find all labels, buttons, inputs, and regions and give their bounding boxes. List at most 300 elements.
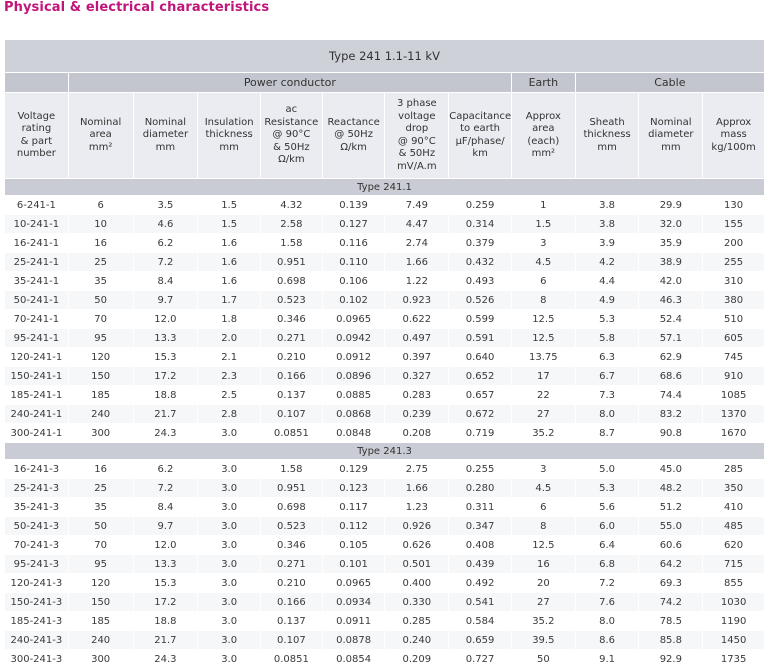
table-cell: 8.4 xyxy=(133,272,198,291)
table-cell: 5.3 xyxy=(575,310,639,329)
table-cell: 0.311 xyxy=(449,498,512,517)
table-cell: 12.5 xyxy=(511,329,575,348)
part-number-cell: 6-241-1 xyxy=(5,196,69,215)
table-cell: 42.0 xyxy=(639,272,703,291)
table-cell: 2.75 xyxy=(385,460,449,479)
table-cell: 12.5 xyxy=(511,536,575,555)
column-header: Voltage rating & part number xyxy=(5,93,69,179)
table-cell: 0.239 xyxy=(385,405,449,424)
table-cell: 0.926 xyxy=(385,517,449,536)
table-cell: 74.4 xyxy=(639,386,703,405)
table-cell: 0.0878 xyxy=(322,631,385,650)
table-row xyxy=(5,234,765,253)
table-body xyxy=(5,179,765,669)
part-number-cell: 120-241-3 xyxy=(5,574,69,593)
table-cell: 240 xyxy=(68,405,133,424)
table-row xyxy=(5,460,765,479)
table-cell: 3.0 xyxy=(198,574,261,593)
table-cell: 29.9 xyxy=(639,196,703,215)
table-row xyxy=(5,424,765,443)
table-row xyxy=(5,631,765,650)
table-cell: 6 xyxy=(511,498,575,517)
table-cell: 2.58 xyxy=(261,215,323,234)
table-cell: 4.5 xyxy=(511,253,575,272)
table-cell: 2.1 xyxy=(198,348,261,367)
table-cell: 21.7 xyxy=(133,405,198,424)
table-cell: 350 xyxy=(703,479,765,498)
table-cell: 6.8 xyxy=(575,555,639,574)
table-row xyxy=(5,555,765,574)
table-row xyxy=(5,498,765,517)
table-cell: 7.2 xyxy=(575,574,639,593)
table-cell: 16 xyxy=(68,460,133,479)
table-cell: 50 xyxy=(68,517,133,536)
table-row xyxy=(5,272,765,291)
table-cell: 8.0 xyxy=(575,405,639,424)
table-cell: 0.492 xyxy=(449,574,512,593)
section-row xyxy=(5,179,765,196)
table-cell: 0.541 xyxy=(449,593,512,612)
table-cell: 0.327 xyxy=(385,367,449,386)
section-row xyxy=(5,443,765,460)
table-cell: 0.123 xyxy=(322,479,385,498)
part-number-cell: 35-241-1 xyxy=(5,272,69,291)
table-row xyxy=(5,253,765,272)
table-cell: 3.0 xyxy=(198,631,261,650)
part-number-cell: 240-241-3 xyxy=(5,631,69,650)
table-cell: 1190 xyxy=(703,612,765,631)
table-cell: 1.5 xyxy=(198,215,261,234)
table-cell: 3.8 xyxy=(575,196,639,215)
table-cell: 380 xyxy=(703,291,765,310)
table-cell: 1.66 xyxy=(385,479,449,498)
table-cell: 0.0851 xyxy=(261,424,323,443)
table-cell: 1.58 xyxy=(261,460,323,479)
table-cell: 12.0 xyxy=(133,310,198,329)
table-cell: 1.58 xyxy=(261,234,323,253)
table-cell: 2.5 xyxy=(198,386,261,405)
table-row xyxy=(5,574,765,593)
table-cell: 0.314 xyxy=(449,215,512,234)
table-cell: 310 xyxy=(703,272,765,291)
table-cell: 0.397 xyxy=(385,348,449,367)
table-cell: 5.8 xyxy=(575,329,639,348)
table-cell: 0.0854 xyxy=(322,650,385,669)
table-cell: 92.9 xyxy=(639,650,703,669)
table-cell: 130 xyxy=(703,196,765,215)
table-cell: 0.439 xyxy=(449,555,512,574)
table-cell: 2.3 xyxy=(198,367,261,386)
table-cell: 21.7 xyxy=(133,631,198,650)
table-cell: 0.719 xyxy=(449,424,512,443)
table-cell: 0.107 xyxy=(261,631,323,650)
table-title: Type 241 1.1-11 kV xyxy=(5,40,765,73)
table-row xyxy=(5,348,765,367)
table-row xyxy=(5,367,765,386)
table-cell: 3.8 xyxy=(575,215,639,234)
table-cell: 2.74 xyxy=(385,234,449,253)
table-cell: 8.7 xyxy=(575,424,639,443)
part-number-cell: 150-241-1 xyxy=(5,367,69,386)
table-cell: 6.2 xyxy=(133,234,198,253)
table-row xyxy=(5,386,765,405)
table-cell: 0.0868 xyxy=(322,405,385,424)
part-number-cell: 16-241-1 xyxy=(5,234,69,253)
table-cell: 3 xyxy=(511,460,575,479)
table-cell: 0.102 xyxy=(322,291,385,310)
table-cell: 0.255 xyxy=(449,460,512,479)
table-cell: 32.0 xyxy=(639,215,703,234)
table-cell: 35 xyxy=(68,498,133,517)
table-cell: 285 xyxy=(703,460,765,479)
table-cell: 90.8 xyxy=(639,424,703,443)
table-cell: 68.6 xyxy=(639,367,703,386)
table-cell: 0.137 xyxy=(261,386,323,405)
table-cell: 13.3 xyxy=(133,329,198,348)
table-cell: 3.5 xyxy=(133,196,198,215)
table-cell: 0.117 xyxy=(322,498,385,517)
table-cell: 1450 xyxy=(703,631,765,650)
table-cell: 95 xyxy=(68,555,133,574)
table-cell: 24.3 xyxy=(133,650,198,669)
page-heading: Physical & electrical characteristics xyxy=(4,0,270,15)
column-header: Approx area (each) mm² xyxy=(511,93,575,179)
table-cell: 0.640 xyxy=(449,348,512,367)
table-cell: 185 xyxy=(68,612,133,631)
column-header: Capacitance to earth μF/phase/ km xyxy=(449,93,512,179)
table-cell: 1.5 xyxy=(198,196,261,215)
table-cell: 0.209 xyxy=(385,650,449,669)
table-cell: 9.1 xyxy=(575,650,639,669)
table-cell: 18.8 xyxy=(133,612,198,631)
table-cell: 3.0 xyxy=(198,536,261,555)
table-cell: 0.672 xyxy=(449,405,512,424)
table-row xyxy=(5,329,765,348)
table-cell: 0.280 xyxy=(449,479,512,498)
table-row xyxy=(5,593,765,612)
table-cell: 35.2 xyxy=(511,424,575,443)
table-cell: 3 xyxy=(511,234,575,253)
table-cell: 0.107 xyxy=(261,405,323,424)
table-cell: 83.2 xyxy=(639,405,703,424)
table-cell: 8.4 xyxy=(133,498,198,517)
table-cell: 95 xyxy=(68,329,133,348)
part-number-cell: 10-241-1 xyxy=(5,215,69,234)
table-cell: 745 xyxy=(703,348,765,367)
table-cell: 0.0965 xyxy=(322,574,385,593)
section-label: Type 241.1 xyxy=(5,179,765,196)
table-cell: 410 xyxy=(703,498,765,517)
table-cell: 0.346 xyxy=(261,536,323,555)
table-cell: 3.0 xyxy=(198,517,261,536)
table-cell: 240 xyxy=(68,631,133,650)
table-cell: 24.3 xyxy=(133,424,198,443)
table-cell: 0.110 xyxy=(322,253,385,272)
table-cell: 60.6 xyxy=(639,536,703,555)
table-cell: 10 xyxy=(68,215,133,234)
table-cell: 1.6 xyxy=(198,253,261,272)
table-cell: 1.7 xyxy=(198,291,261,310)
table-cell: 70 xyxy=(68,310,133,329)
table-row xyxy=(5,612,765,631)
table-cell: 7.2 xyxy=(133,253,198,272)
table-cell: 0.127 xyxy=(322,215,385,234)
group-cable: Cable xyxy=(575,73,764,93)
table-cell: 45.0 xyxy=(639,460,703,479)
table-cell: 1.66 xyxy=(385,253,449,272)
table-cell: 1.22 xyxy=(385,272,449,291)
table-cell: 4.2 xyxy=(575,253,639,272)
table-cell: 0.259 xyxy=(449,196,512,215)
table-cell: 0.210 xyxy=(261,348,323,367)
group-blank xyxy=(5,73,69,93)
table-cell: 3.9 xyxy=(575,234,639,253)
table-cell: 4.32 xyxy=(261,196,323,215)
table-row xyxy=(5,291,765,310)
table-cell: 0.0885 xyxy=(322,386,385,405)
table-cell: 0.584 xyxy=(449,612,512,631)
column-header: Insulation thickness mm xyxy=(198,93,261,179)
table-cell: 0.659 xyxy=(449,631,512,650)
part-number-cell: 50-241-3 xyxy=(5,517,69,536)
section-label: Type 241.3 xyxy=(5,443,765,460)
table-cell: 0.0912 xyxy=(322,348,385,367)
table-cell: 25 xyxy=(68,479,133,498)
table-cell: 4.5 xyxy=(511,479,575,498)
table-cell: 0.599 xyxy=(449,310,512,329)
table-cell: 1085 xyxy=(703,386,765,405)
table-cell: 17.2 xyxy=(133,367,198,386)
column-header: ac Resistance @ 90°C & 50Hz Ω/km xyxy=(261,93,323,179)
part-number-cell: 240-241-1 xyxy=(5,405,69,424)
table-cell: 6.4 xyxy=(575,536,639,555)
table-cell: 3.0 xyxy=(198,424,261,443)
table-cell: 0.166 xyxy=(261,593,323,612)
table-cell: 300 xyxy=(68,650,133,669)
table-cell: 17.2 xyxy=(133,593,198,612)
table-cell: 0.285 xyxy=(385,612,449,631)
table-cell: 0.0896 xyxy=(322,367,385,386)
table-cell: 0.501 xyxy=(385,555,449,574)
table-cell: 0.622 xyxy=(385,310,449,329)
table-cell: 9.7 xyxy=(133,291,198,310)
table-cell: 18.8 xyxy=(133,386,198,405)
table-cell: 20 xyxy=(511,574,575,593)
table-cell: 200 xyxy=(703,234,765,253)
table-cell: 27 xyxy=(511,405,575,424)
table-cell: 51.2 xyxy=(639,498,703,517)
table-cell: 35.9 xyxy=(639,234,703,253)
table-cell: 0.951 xyxy=(261,479,323,498)
table-cell: 620 xyxy=(703,536,765,555)
column-header: Reactance @ 50Hz Ω/km xyxy=(322,93,385,179)
table-cell: 39.5 xyxy=(511,631,575,650)
table-row xyxy=(5,215,765,234)
table-cell: 13.3 xyxy=(133,555,198,574)
table-cell: 0.0934 xyxy=(322,593,385,612)
table-cell: 0.112 xyxy=(322,517,385,536)
table-cell: 3.0 xyxy=(198,479,261,498)
table-cell: 74.2 xyxy=(639,593,703,612)
table-cell: 0.523 xyxy=(261,291,323,310)
table-cell: 0.400 xyxy=(385,574,449,593)
table-cell: 8.6 xyxy=(575,631,639,650)
table-cell: 5.3 xyxy=(575,479,639,498)
table-cell: 0.101 xyxy=(322,555,385,574)
table-cell: 1 xyxy=(511,196,575,215)
column-header-row xyxy=(5,93,765,179)
table-cell: 7.6 xyxy=(575,593,639,612)
table-cell: 46.3 xyxy=(639,291,703,310)
table-cell: 3.0 xyxy=(198,612,261,631)
table-cell: 0.137 xyxy=(261,612,323,631)
table-cell: 510 xyxy=(703,310,765,329)
table-cell: 0.0965 xyxy=(322,310,385,329)
table-cell: 1.6 xyxy=(198,234,261,253)
table-cell: 27 xyxy=(511,593,575,612)
table-cell: 0.139 xyxy=(322,196,385,215)
table-cell: 150 xyxy=(68,593,133,612)
table-cell: 1670 xyxy=(703,424,765,443)
table-cell: 52.4 xyxy=(639,310,703,329)
table-cell: 3.0 xyxy=(198,650,261,669)
table-cell: 8 xyxy=(511,517,575,536)
table-cell: 0.727 xyxy=(449,650,512,669)
table-row xyxy=(5,405,765,424)
table-cell: 0.951 xyxy=(261,253,323,272)
table-cell: 9.7 xyxy=(133,517,198,536)
table-cell: 485 xyxy=(703,517,765,536)
table-cell: 85.8 xyxy=(639,631,703,650)
table-cell: 7.49 xyxy=(385,196,449,215)
table-cell: 3.0 xyxy=(198,460,261,479)
table-cell: 185 xyxy=(68,386,133,405)
table-cell: 0.129 xyxy=(322,460,385,479)
table-row xyxy=(5,536,765,555)
table-cell: 62.9 xyxy=(639,348,703,367)
table-cell: 12.5 xyxy=(511,310,575,329)
table-cell: 910 xyxy=(703,367,765,386)
table-cell: 25 xyxy=(68,253,133,272)
table-row xyxy=(5,196,765,215)
table-cell: 1370 xyxy=(703,405,765,424)
table-cell: 0.497 xyxy=(385,329,449,348)
table-cell: 4.9 xyxy=(575,291,639,310)
table-cell: 70 xyxy=(68,536,133,555)
table-cell: 8.0 xyxy=(575,612,639,631)
column-header: Nominal area mm² xyxy=(68,93,133,179)
group-power-conductor: Power conductor xyxy=(68,73,511,93)
part-number-cell: 70-241-3 xyxy=(5,536,69,555)
column-header: Approx mass kg/100m xyxy=(703,93,765,179)
table-cell: 855 xyxy=(703,574,765,593)
table-cell: 0.698 xyxy=(261,498,323,517)
table-cell: 0.166 xyxy=(261,367,323,386)
table-cell: 0.379 xyxy=(449,234,512,253)
table-cell: 0.526 xyxy=(449,291,512,310)
table-cell: 78.5 xyxy=(639,612,703,631)
table-cell: 1.8 xyxy=(198,310,261,329)
table-cell: 7.2 xyxy=(133,479,198,498)
part-number-cell: 50-241-1 xyxy=(5,291,69,310)
table-cell: 150 xyxy=(68,367,133,386)
table-cell: 64.2 xyxy=(639,555,703,574)
table-cell: 2.0 xyxy=(198,329,261,348)
table-cell: 0.0851 xyxy=(261,650,323,669)
part-number-cell: 120-241-1 xyxy=(5,348,69,367)
group-earth: Earth xyxy=(511,73,575,93)
table-cell: 5.6 xyxy=(575,498,639,517)
table-cell: 8 xyxy=(511,291,575,310)
column-header: Nominal diameter mm xyxy=(639,93,703,179)
table-cell: 0.271 xyxy=(261,329,323,348)
column-header: Sheath thickness mm xyxy=(575,93,639,179)
part-number-cell: 150-241-3 xyxy=(5,593,69,612)
table-cell: 605 xyxy=(703,329,765,348)
table-cell: 0.0942 xyxy=(322,329,385,348)
table-cell: 255 xyxy=(703,253,765,272)
table-cell: 0.657 xyxy=(449,386,512,405)
table-cell: 3.0 xyxy=(198,555,261,574)
table-cell: 715 xyxy=(703,555,765,574)
part-number-cell: 95-241-1 xyxy=(5,329,69,348)
table-cell: 0.106 xyxy=(322,272,385,291)
table-cell: 2.8 xyxy=(198,405,261,424)
table-cell: 6.0 xyxy=(575,517,639,536)
table-row xyxy=(5,479,765,498)
table-cell: 120 xyxy=(68,348,133,367)
table-cell: 17 xyxy=(511,367,575,386)
table-cell: 35.2 xyxy=(511,612,575,631)
table-cell: 1.5 xyxy=(511,215,575,234)
part-number-cell: 25-241-3 xyxy=(5,479,69,498)
table-cell: 0.923 xyxy=(385,291,449,310)
table-cell: 48.2 xyxy=(639,479,703,498)
part-number-cell: 35-241-3 xyxy=(5,498,69,517)
table-cell: 35 xyxy=(68,272,133,291)
table-cell: 50 xyxy=(511,650,575,669)
table-cell: 6 xyxy=(68,196,133,215)
table-cell: 0.698 xyxy=(261,272,323,291)
table-cell: 4.6 xyxy=(133,215,198,234)
table-row xyxy=(5,650,765,669)
table-cell: 6.2 xyxy=(133,460,198,479)
part-number-cell: 70-241-1 xyxy=(5,310,69,329)
table-cell: 0.283 xyxy=(385,386,449,405)
column-header: 3 phase voltage drop @ 90°C & 50Hz mV/A.m xyxy=(385,93,449,179)
table-cell: 0.346 xyxy=(261,310,323,329)
table-cell: 4.47 xyxy=(385,215,449,234)
table-cell: 6.7 xyxy=(575,367,639,386)
table-cell: 0.591 xyxy=(449,329,512,348)
table-cell: 0.408 xyxy=(449,536,512,555)
column-header: Nominal diameter mm xyxy=(133,93,198,179)
part-number-cell: 16-241-3 xyxy=(5,460,69,479)
part-number-cell: 95-241-3 xyxy=(5,555,69,574)
table-cell: 0.0848 xyxy=(322,424,385,443)
table-cell: 0.493 xyxy=(449,272,512,291)
part-number-cell: 25-241-1 xyxy=(5,253,69,272)
table-cell: 0.210 xyxy=(261,574,323,593)
table-cell: 1030 xyxy=(703,593,765,612)
table-cell: 5.0 xyxy=(575,460,639,479)
table-cell: 4.4 xyxy=(575,272,639,291)
table-cell: 15.3 xyxy=(133,574,198,593)
table-cell: 13.75 xyxy=(511,348,575,367)
table-cell: 0.240 xyxy=(385,631,449,650)
table-cell: 1.6 xyxy=(198,272,261,291)
table-cell: 1735 xyxy=(703,650,765,669)
